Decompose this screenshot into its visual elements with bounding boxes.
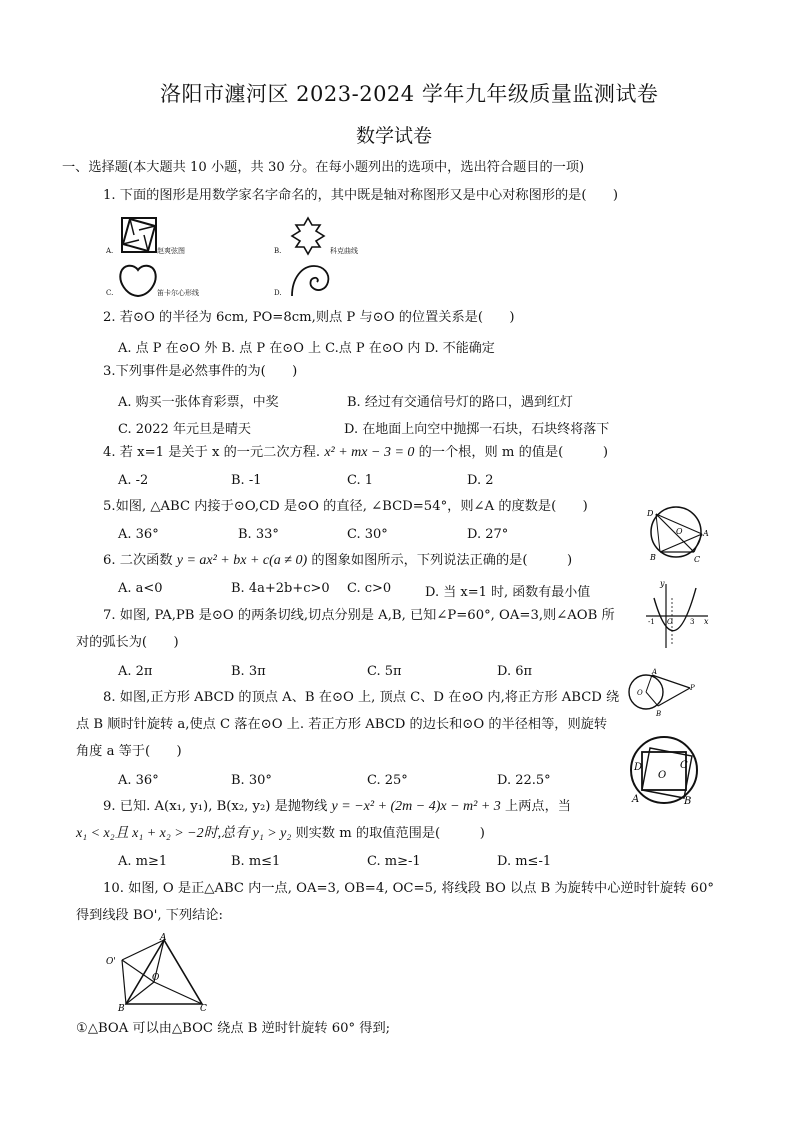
- question-4-stem: [103, 445, 608, 461]
- fig5-label-o: O: [676, 527, 683, 536]
- q1-option-c-name: 笛卡尔心形线: [157, 289, 199, 297]
- q4-equation: x² + mx − 3 = 0: [324, 445, 415, 460]
- q4-option-c: C. 1: [347, 473, 374, 488]
- q7-option-b: B. 3π: [231, 664, 266, 679]
- question-9-stem-line2: [76, 826, 485, 842]
- exam-subtitle: 数学试卷: [356, 125, 433, 147]
- q8-option-a: A. 36°: [118, 773, 159, 788]
- q7-option-d: D. 6π: [497, 664, 533, 679]
- question-2-stem: 2. 若⊙O 的半径为 6cm, PO=8cm,则点 P 与⊙O 的位置关系是( ): [103, 310, 515, 325]
- q4-option-d: D. 2: [467, 473, 494, 488]
- q3-option-c: C. 2022 年元旦是晴天: [118, 422, 251, 437]
- q6-option-b: B. 4a+2b+c>0: [231, 581, 330, 596]
- q9-equation: y = −x² + (2m − 4)x − m² + 3: [331, 799, 501, 814]
- q6-option-d: D. 当 x=1 时, 函数有最小值: [425, 585, 591, 600]
- q9-condition: x₁ < x₂且 x₁ + x₂ > −2时,总有 y₁ > y₂: [76, 826, 292, 841]
- q4-stem-text-a: 4. 若 x=1 是关于 x 的一元二次方程.: [103, 445, 321, 460]
- fig8-label-b: B: [684, 796, 692, 806]
- fig7-label-a: A: [652, 668, 658, 676]
- question-8-stem-line3: 角度 a 等于( ): [76, 744, 182, 759]
- fig5-label-d: D: [647, 509, 654, 518]
- question-9-stem: [103, 799, 571, 815]
- q6-parabola-figure: [644, 578, 712, 650]
- fig7-label-o: O: [637, 689, 643, 697]
- question-3-stem: 3.下列事件是必然事件的为( ): [103, 364, 298, 379]
- fig8-label-o: O: [658, 770, 667, 781]
- q4-stem-text-b: 的一个根，则 m 的值是( ): [418, 445, 609, 460]
- fig6-label-x: x: [704, 617, 709, 626]
- q5-option-b: B. 33°: [238, 527, 279, 542]
- q7-tangent-figure: [624, 666, 696, 718]
- q3-option-a: A. 购买一张体育彩票，中奖: [118, 395, 279, 410]
- q9-option-b: B. m≤1: [231, 854, 281, 869]
- fig6-label-y: y: [660, 579, 665, 588]
- question-5-stem: 5.如图, △ABC 内接于⊙O,CD 是⊙O 的直径, ∠BCD=54°，则∠A 的度数是( ): [103, 499, 588, 514]
- fig8-label-d: D: [634, 762, 643, 773]
- q1-option-a-name: 赵爽弦图: [157, 247, 185, 255]
- q6-stem-text-b: 的图象如图所示，下列说法正确的是( ): [311, 553, 573, 568]
- q8-square-circle-figure: [626, 734, 702, 806]
- q6-stem-text-a: 6. 二次函数: [103, 553, 173, 568]
- q4-option-a: A. -2: [118, 473, 149, 488]
- question-7-stem-line2: 对的弧长为( ): [76, 635, 179, 650]
- q4-option-b: B. -1: [231, 473, 262, 488]
- fig5-label-a: A: [703, 529, 709, 538]
- q5-option-c: C. 30°: [347, 527, 388, 542]
- q7-option-c: C. 5π: [367, 664, 402, 679]
- q9-option-d: D. m≤-1: [497, 854, 552, 869]
- koch-snowflake-icon: [288, 216, 328, 256]
- fig10-label-oprime: O': [106, 957, 116, 967]
- fig8-label-c: C: [680, 760, 688, 771]
- q9-stem-text-b: 上两点，当: [505, 799, 571, 814]
- q9-option-c: C. m≥-1: [367, 854, 421, 869]
- q9-option-a: A. m≥1: [118, 854, 168, 869]
- q1-option-a-label: A.: [106, 247, 114, 255]
- fig6-label-o: O: [667, 618, 673, 626]
- q6-option-a: A. a<0: [118, 581, 163, 596]
- question-6-stem: [103, 553, 572, 569]
- exam-title: 洛阳市瀍河区 2023-2024 学年九年级质量监测试卷: [160, 82, 659, 106]
- q3-option-d: D. 在地面上向空中抛掷一石块，石块终将落下: [344, 422, 610, 437]
- q1-option-c-label: C.: [106, 289, 114, 297]
- fig6-label-minus1: -1: [648, 618, 655, 626]
- question-10-conclusion-1: ①△BOA 可以由△BOC 绕点 B 逆时针旋转 60° 得到;: [76, 1021, 391, 1036]
- fig10-label-o: O: [152, 973, 160, 983]
- question-8-stem-line2: 点 B 顺时针旋转 a,使点 C 落在⊙O 上. 若正方形 ABCD 的边长和⊙O 的半径相等，则旋转: [76, 717, 608, 732]
- q5-option-a: A. 36°: [118, 527, 159, 542]
- zhao-shuang-diagram-icon: [121, 217, 157, 253]
- q8-option-c: C. 25°: [367, 773, 408, 788]
- fig10-label-a: A: [160, 933, 167, 943]
- question-8-stem: 8. 如图,正方形 ABCD 的顶点 A、B 在⊙O 上, 顶点 C、D 在⊙O 内,将正方形 ABCD 绕: [103, 690, 620, 705]
- fig8-label-a: A: [632, 794, 640, 805]
- fig7-label-b: B: [656, 710, 662, 718]
- cardioid-icon: [118, 262, 158, 298]
- q5-circle-figure: [642, 500, 712, 566]
- fig10-label-c: C: [200, 1004, 207, 1012]
- q8-option-d: D. 22.5°: [497, 773, 551, 788]
- section-heading: 一、选择题(本大题共 10 小题，共 30 分。在每小题列出的选项中，选出符合题目的一项): [62, 160, 585, 175]
- q3-option-b: B. 经过有交通信号灯的路口，遇到红灯: [347, 395, 573, 410]
- question-10-stem: 10. 如图, O 是正△ABC 内一点, OA=3, OB=4, OC=5, 将线段 BO 以点 B 为旋转中心逆时针旋转 60°: [103, 881, 714, 896]
- fig6-label-3: 3: [690, 618, 695, 626]
- spiral-icon: [288, 262, 332, 298]
- question-2-options: A. 点 P 在⊙O 外 B. 点 P 在⊙O 上 C.点 P 在⊙O 内 D. 不能确定: [118, 341, 495, 356]
- fig10-label-b: B: [118, 1004, 125, 1012]
- q7-option-a: A. 2π: [118, 664, 153, 679]
- q9-stem-line2-text: 则实数 m 的取值范围是( ): [295, 826, 485, 841]
- question-10-stem-line2: 得到线段 BO', 下列结论:: [76, 908, 223, 923]
- q8-option-b: B. 30°: [231, 773, 272, 788]
- q9-stem-text-a: 9. 已知. A(x₁, y₁), B(x₂, y₂) 是抛物线: [103, 799, 328, 814]
- q10-triangle-figure: [104, 932, 214, 1012]
- q1-option-d-label: D.: [274, 289, 282, 297]
- fig5-label-b: B: [650, 553, 656, 562]
- q5-option-d: D. 27°: [467, 527, 509, 542]
- fig7-label-p: P: [690, 684, 695, 692]
- fig5-label-c: C: [694, 555, 701, 564]
- q6-equation: y = ax² + bx + c(a ≠ 0): [176, 553, 308, 568]
- q1-option-b-name: 科克曲线: [330, 247, 358, 255]
- q1-option-b-label: B.: [274, 247, 282, 255]
- question-7-stem: 7. 如图, PA,PB 是⊙O 的两条切线,切点分别是 A,B, 已知∠P=60°, OA=3,则∠AOB 所: [103, 608, 615, 623]
- q6-option-c: C. c>0: [347, 581, 392, 596]
- question-1-stem: 1. 下面的图形是用数学家名字命名的，其中既是轴对称图形又是中心对称图形的是( ): [103, 188, 618, 203]
